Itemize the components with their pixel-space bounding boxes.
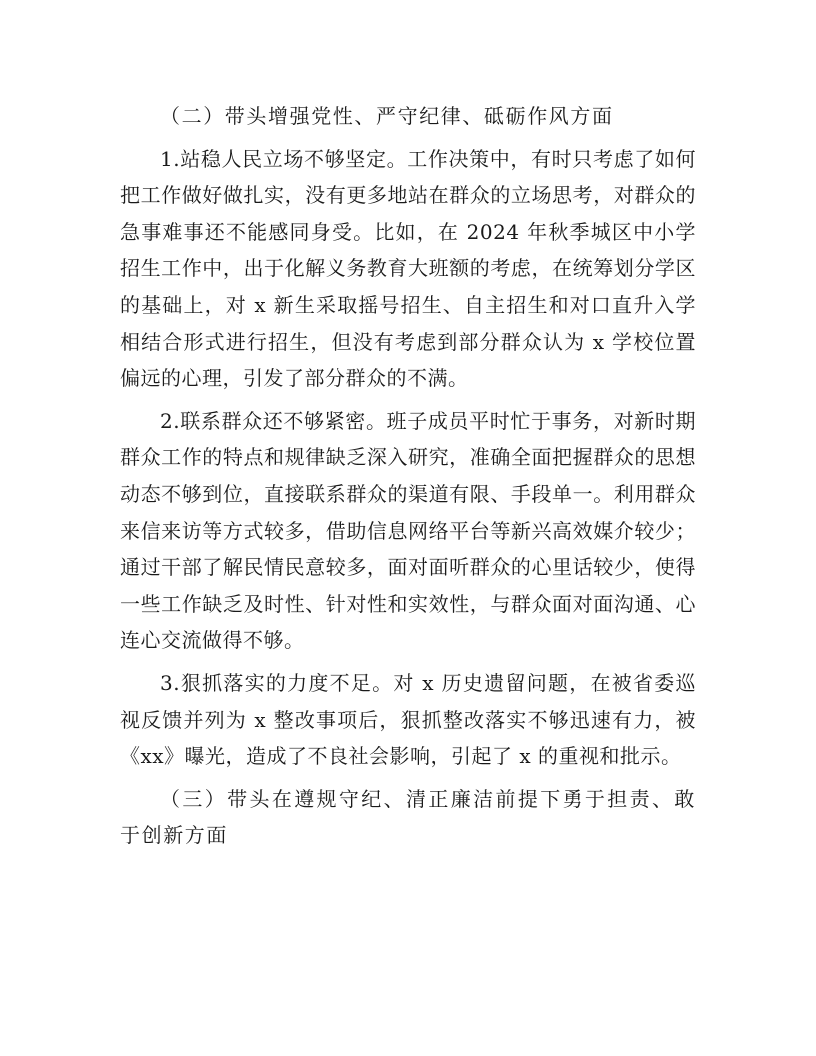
document-body xyxy=(120,98,696,854)
section-heading-3: （三）带头在遵规守纪、清正廉洁前提下勇于担责、敢于创新方面 xyxy=(120,786,696,848)
paragraph-1: 1.站稳人民立场不够坚定。工作决策中，有时只考虑了如何把工作做好做扎实，没有更多地站在群众的立场思考，对群众的急事难事还不能感同身受。比如，在 2024 年秋季城区中小学招生工作中，出于化解义务教育大班额的考虑，在统筹划分学区的基础上，对 x 新生采取摇号招生、自主招生和对口直升入学相结合形式进行招生，但没有考虑到部分群众认为 x 学校位置偏远的心理，引发了部分群众的不满。 xyxy=(120,146,696,391)
paragraph-2: 2.联系群众还不够紧密。班子成员平时忙于事务，对新时期群众工作的特点和规律缺乏深入研究，准确全面把握群众的思想动态不够到位，直接联系群众的渠道有限、手段单一。利用群众来信来访等方式较多，借助信息网络平台等新兴高效媒介较少；通过干部了解民情民意较多，面对面听群众的心里话较少，使得一些工作缺乏及时性、针对性和实效性，与群众面对面沟通、心连心交流做得不够。 xyxy=(120,408,696,653)
paragraph-3: 3.狠抓落实的力度不足。对 x 历史遗留问题，在被省委巡视反馈并列为 x 整改事项后，狠抓整改落实不够迅速有力，被《xx》曝光，造成了不良社会影响，引起了 x 的重视和批示。 xyxy=(120,670,696,769)
section-heading-2: （二）带头增强党性、严守纪律、砥砺作风方面 xyxy=(160,104,614,128)
